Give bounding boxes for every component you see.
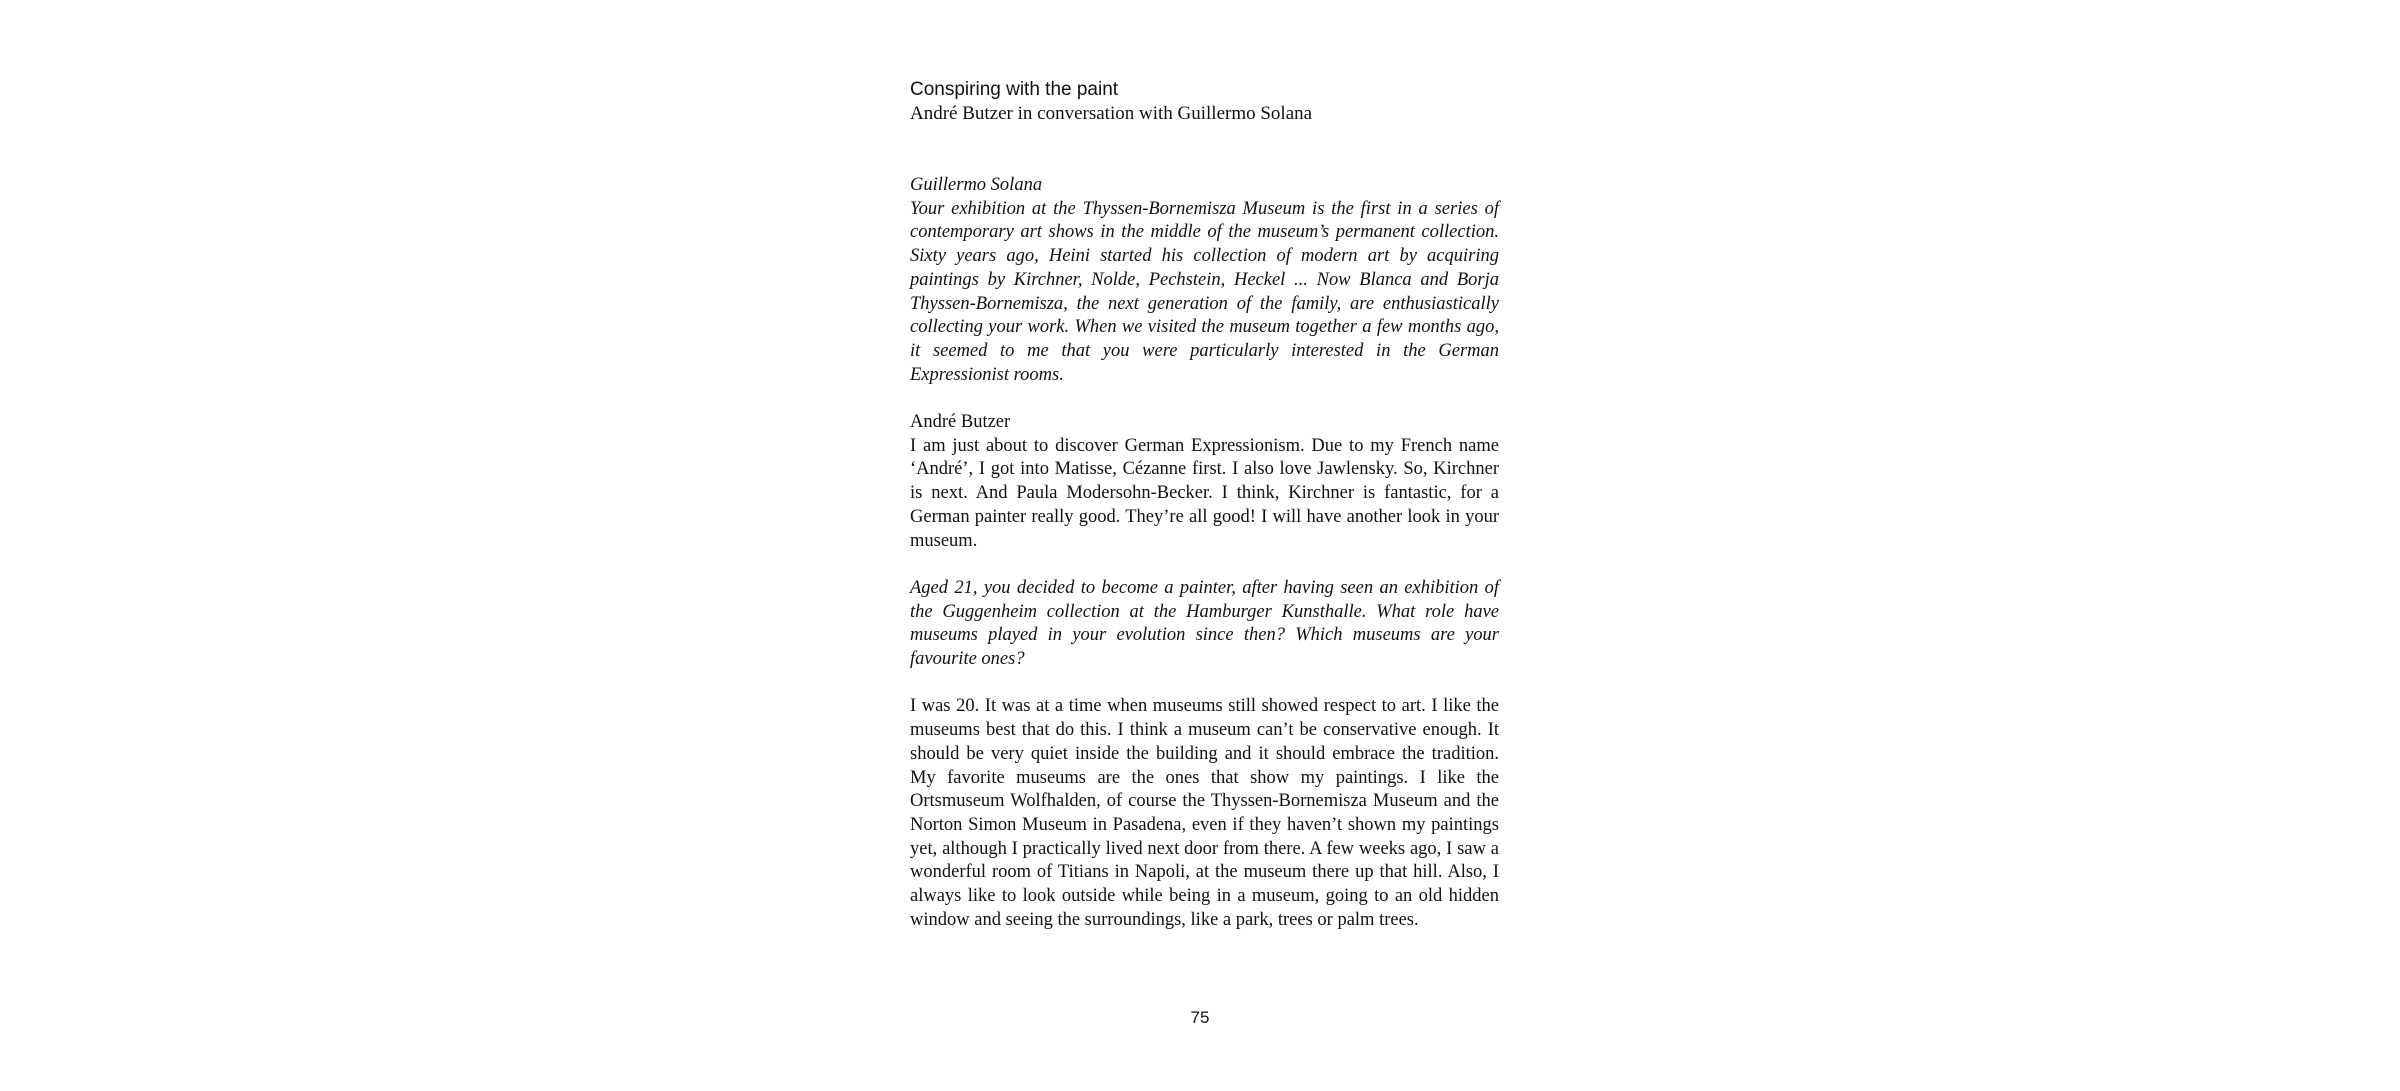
document-page	[910, 78, 1499, 932]
speaker-interviewer: Guillermo Solana	[910, 175, 1043, 195]
answer-paragraph: I am just about to discover German Expressionism. Due to my French name ‘André’, I got into Matisse, Cézanne first. I also love Jawlensky. So, Kirchner is next. And Paula Modersohn-Becker. I think, Kirchner is fantastic, for a German painter really good. They’re all good! I will have another look in your museum.	[910, 435, 1499, 551]
article-title: Conspiring with the paint	[910, 79, 1119, 100]
paragraph-spacer	[910, 387, 1499, 411]
question-paragraph: Aged 21, you decided to become a painter, after having seen an exhibition of the Guggenheim collection at the Hamburger Kunsthalle. What role have museums played in your evolution since then? Which museums are your favourite ones?	[910, 577, 1499, 670]
speaker-artist: André Butzer	[910, 412, 1011, 433]
header-spacer	[910, 126, 1499, 174]
page-number: 75	[1190, 1008, 1210, 1027]
question-paragraph: Your exhibition at the Thyssen-Bornemisza Museum is the first in a series of contemporary art shows in the middle of the museum’s permanent collection. Sixty years ago, Heini started his collection of modern art by acquiring paintings by Kirchner, Nolde, Pechstein, Heckel ... Now Blanca and Borja Thyssen-Bornemisza, the next generation of the family, are enthusiastically collecting your work. When we visited the museum together a few months ago, it seemed to me that you were particularly interested in the German Expressionist rooms.	[910, 198, 1499, 385]
answer-paragraph: I was 20. It was at a time when museums still showed respect to art. I like the museums best that do this. I think a museum can’t be conservative enough. It should be very quiet inside the building and it should embrace the tradition. My favorite museums are the ones that show my paintings. I like the Ortsmuseum Wolfhalden, of course the Thyssen-Bornemisza Museum and the Norton Simon Museum in Pasadena, even if they haven’t shown my paintings yet, although I practically lived next door from there. A few weeks ago, I saw a wonderful room of Titians in Napoli, at the museum there up that hill. Also, I always like to look outside while being in a museum, going to an old hidden window and seeing the surroundings, like a park, trees or palm trees.	[910, 696, 1499, 930]
article-subtitle: André Butzer in conversation with Guillermo Solana	[910, 103, 1313, 124]
paragraph-spacer	[910, 553, 1499, 577]
paragraph-spacer	[910, 672, 1499, 696]
